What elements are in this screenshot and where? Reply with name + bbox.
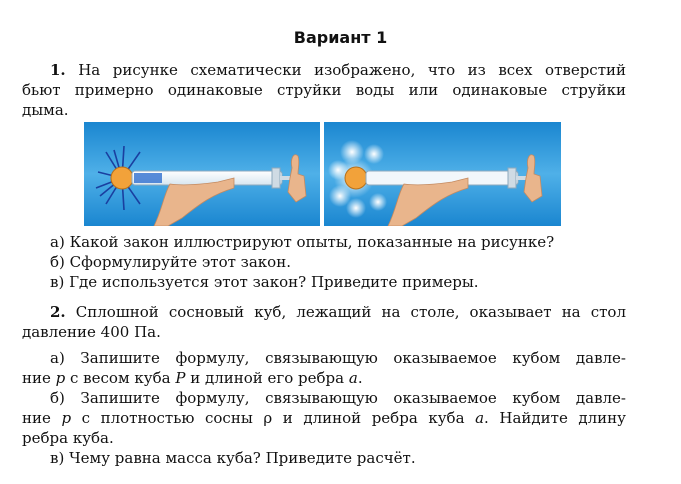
task1-line1 (22, 60, 626, 80)
task1-question-b: б) Сформулируйте этот закон. (50, 253, 291, 271)
task2-b-line1: б) Запишите формулу, связывающую оказываемое кубом давле- (50, 389, 626, 407)
task2-text-1: Сплошной сосновый куб, лежащий на столе, оказывает на стол (75, 303, 626, 321)
task2-line1 (22, 302, 626, 322)
smoke-syringe-illustration (324, 122, 561, 226)
task2-number: 2. (50, 303, 66, 321)
figure-smoke-experiment (324, 122, 561, 226)
ball (111, 167, 133, 189)
task2-a-line1: а) Запишите формулу, связывающую оказываемое кубом давле- (50, 349, 626, 367)
water-syringe-illustration (84, 122, 320, 226)
ball (345, 167, 367, 189)
task2-b-line2: ние p с плотностью сосны ρ и длиной ребра куба a. Найдите длину (22, 409, 626, 427)
figure-water-experiment (84, 122, 320, 226)
task1-number: 1. (50, 61, 66, 79)
var-a: a (475, 409, 485, 427)
task1-question-a: а) Какой закон иллюстрируют опыты, показанные на рисунке? (50, 233, 555, 251)
task1-question-c: в) Где используется этот закон? Приведите примеры. (50, 273, 479, 291)
task1-line3: дыма. (22, 101, 69, 119)
task2-a-line2: ние p с весом куба P и длиной его ребра a. (22, 369, 363, 387)
task2-question-c: в) Чему равна масса куба? Приведите расчёт. (50, 449, 416, 467)
var-p: p (55, 369, 66, 387)
task1-line2: бьют примерно одинаковые струйки воды или одинаковые струйки (22, 81, 626, 99)
var-p: p (61, 409, 72, 427)
variant-title: Вариант 1 (293, 28, 388, 47)
var-rho: ρ (263, 409, 273, 427)
task1-text-1: На рисунке схематически изображено, что из всех отверстий (78, 61, 626, 79)
var-P: P (175, 369, 186, 387)
task2-b-line3: ребра куба. (22, 429, 114, 447)
task2-line2: давление 400 Па. (22, 323, 161, 341)
var-a: a (348, 369, 358, 387)
